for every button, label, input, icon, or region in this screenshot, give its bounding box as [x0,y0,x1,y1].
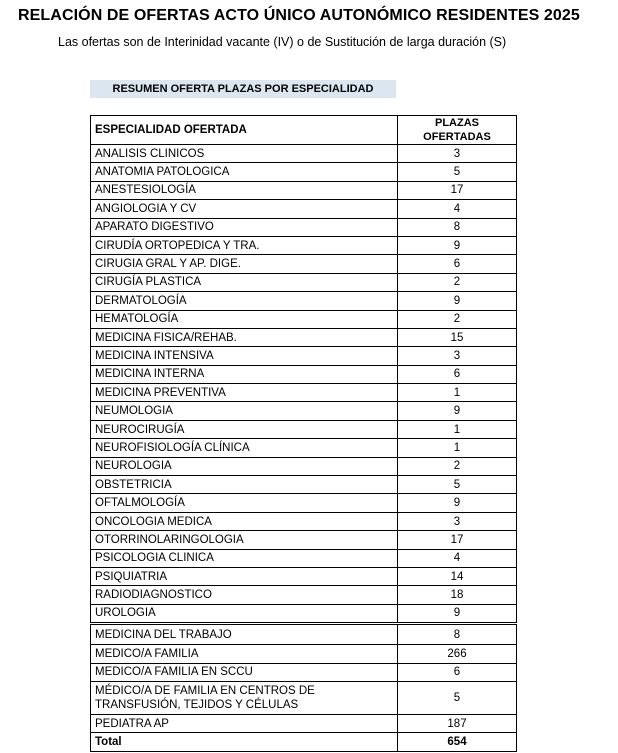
plazas-cell: 3 [398,512,517,530]
table-row [91,512,517,530]
plazas-cell: 1 [398,384,517,402]
especialidad-cell: MÉDICO/A DE FAMILIA EN CENTROS DE TRANSFUSIÓN, TEJIDOS Y CÉLULAS [91,681,398,714]
especialidad-cell: NEUROCIRUGÍA [91,420,398,438]
plazas-cell: 266 [398,645,517,663]
plazas-cell: 17 [398,531,517,549]
especialidad-cell: UROLOGIA [91,604,398,623]
table-row [91,586,517,604]
especialidad-cell: PSIQUIATRIA [91,567,398,585]
plazas-cell: 3 [398,145,517,163]
plazas-cell: 8 [398,624,517,645]
total-value: 654 [398,733,517,751]
especialidad-cell: ANESTESIOLOGÍA [91,181,398,199]
table-row [91,476,517,494]
table-row [91,328,517,346]
plazas-cell: 14 [398,567,517,585]
especialidad-cell: OFTALMOLOGÍA [91,494,398,512]
especialidad-cell: MEDICO/A FAMILIA EN SCCU [91,663,398,681]
column-header-especialidad: ESPECIALIDAD OFERTADA [91,116,398,145]
especialidad-cell: PEDIATRA AP [91,714,398,732]
especialidad-cell: MEDICO/A FAMILIA [91,645,398,663]
especialidad-cell: APARATO DIGESTIVO [91,218,398,236]
plazas-cell: 5 [398,163,517,181]
plazas-cell: 8 [398,218,517,236]
especialidad-cell: HEMATOLOGÍA [91,310,398,328]
table-row [91,714,517,732]
plazas-cell: 3 [398,347,517,365]
plazas-cell: 17 [398,181,517,199]
especialidad-cell: RADIODIAGNOSTICO [91,586,398,604]
especialidad-cell: NEUROLOGIA [91,457,398,475]
table-row [91,420,517,438]
table-row [91,292,517,310]
table-row [91,255,517,273]
table-total-row [91,733,517,751]
table-row [91,645,517,663]
plazas-cell: 5 [398,476,517,494]
plazas-cell: 1 [398,439,517,457]
page-subtitle: Las ofertas son de Interinidad vacante (IV) o de Sustitución de larga duración (S) [58,35,507,49]
table-row [91,200,517,218]
table-row [91,549,517,567]
table-row [91,384,517,402]
especialidad-cell: NEUMOLOGIA [91,402,398,420]
plazas-cell: 187 [398,714,517,732]
especialidad-cell: MEDICINA INTERNA [91,365,398,383]
table-row [91,163,517,181]
especialidad-cell: ANATOMIA PATOLOGICA [91,163,398,181]
column-header-plazas: PLAZAS OFERTADAS [398,116,517,145]
especialidad-cell: ONCOLOGIA MEDICA [91,512,398,530]
especialidad-cell: ANGIOLOGIA Y CV [91,200,398,218]
table-row [91,347,517,365]
especialidad-cell: MEDICINA INTENSIVA [91,347,398,365]
section-heading: RESUMEN OFERTA PLAZAS POR ESPECIALIDAD [90,80,396,98]
especialidad-cell: OTORRINOLARINGOLOGIA [91,531,398,549]
offers-table [90,115,517,752]
table-header-row [91,116,517,145]
table-row [91,624,517,645]
table-row [91,273,517,291]
plazas-cell: 2 [398,310,517,328]
plazas-cell: 9 [398,402,517,420]
plazas-cell: 5 [398,681,517,714]
plazas-cell: 9 [398,494,517,512]
table-row [91,663,517,681]
table-row [91,567,517,585]
especialidad-cell: MEDICINA PREVENTIVA [91,384,398,402]
page-title: RELACIÓN DE OFERTAS ACTO ÚNICO AUTONÓMICO RESIDENTES 2025 [18,7,580,24]
especialidad-cell: MEDICINA FISICA/REHAB. [91,328,398,346]
total-label: Total [91,733,398,751]
table-row [91,531,517,549]
plazas-cell: 9 [398,236,517,254]
plazas-cell: 9 [398,604,517,623]
especialidad-cell: DERMATOLOGÍA [91,292,398,310]
plazas-cell: 4 [398,549,517,567]
especialidad-cell: CIRUDÍA ORTOPEDICA Y TRA. [91,236,398,254]
table-row [91,236,517,254]
especialidad-cell: OBSTETRICIA [91,476,398,494]
plazas-cell: 2 [398,273,517,291]
table-row [91,181,517,199]
table-row [91,218,517,236]
plazas-cell: 6 [398,663,517,681]
table-row [91,604,517,623]
plazas-cell: 15 [398,328,517,346]
table-row [91,681,517,714]
plazas-cell: 9 [398,292,517,310]
plazas-cell: 1 [398,420,517,438]
table-row [91,439,517,457]
plazas-cell: 18 [398,586,517,604]
especialidad-cell: MEDICINA DEL TRABAJO [91,624,398,645]
table-row [91,365,517,383]
plazas-cell: 6 [398,255,517,273]
plazas-cell: 6 [398,365,517,383]
plazas-cell: 4 [398,200,517,218]
especialidad-cell: CIRUGÍA PLASTICA [91,273,398,291]
especialidad-cell: ANALISIS CLINICOS [91,145,398,163]
especialidad-cell: PSICOLOGIA CLINICA [91,549,398,567]
plazas-cell: 2 [398,457,517,475]
especialidad-cell: CIRUGIA GRAL Y AP. DIGE. [91,255,398,273]
especialidad-cell: NEUROFISIOLOGÍA CLÍNICA [91,439,398,457]
table-row [91,310,517,328]
table-row [91,145,517,163]
table-row [91,457,517,475]
table-row [91,402,517,420]
table-row [91,494,517,512]
